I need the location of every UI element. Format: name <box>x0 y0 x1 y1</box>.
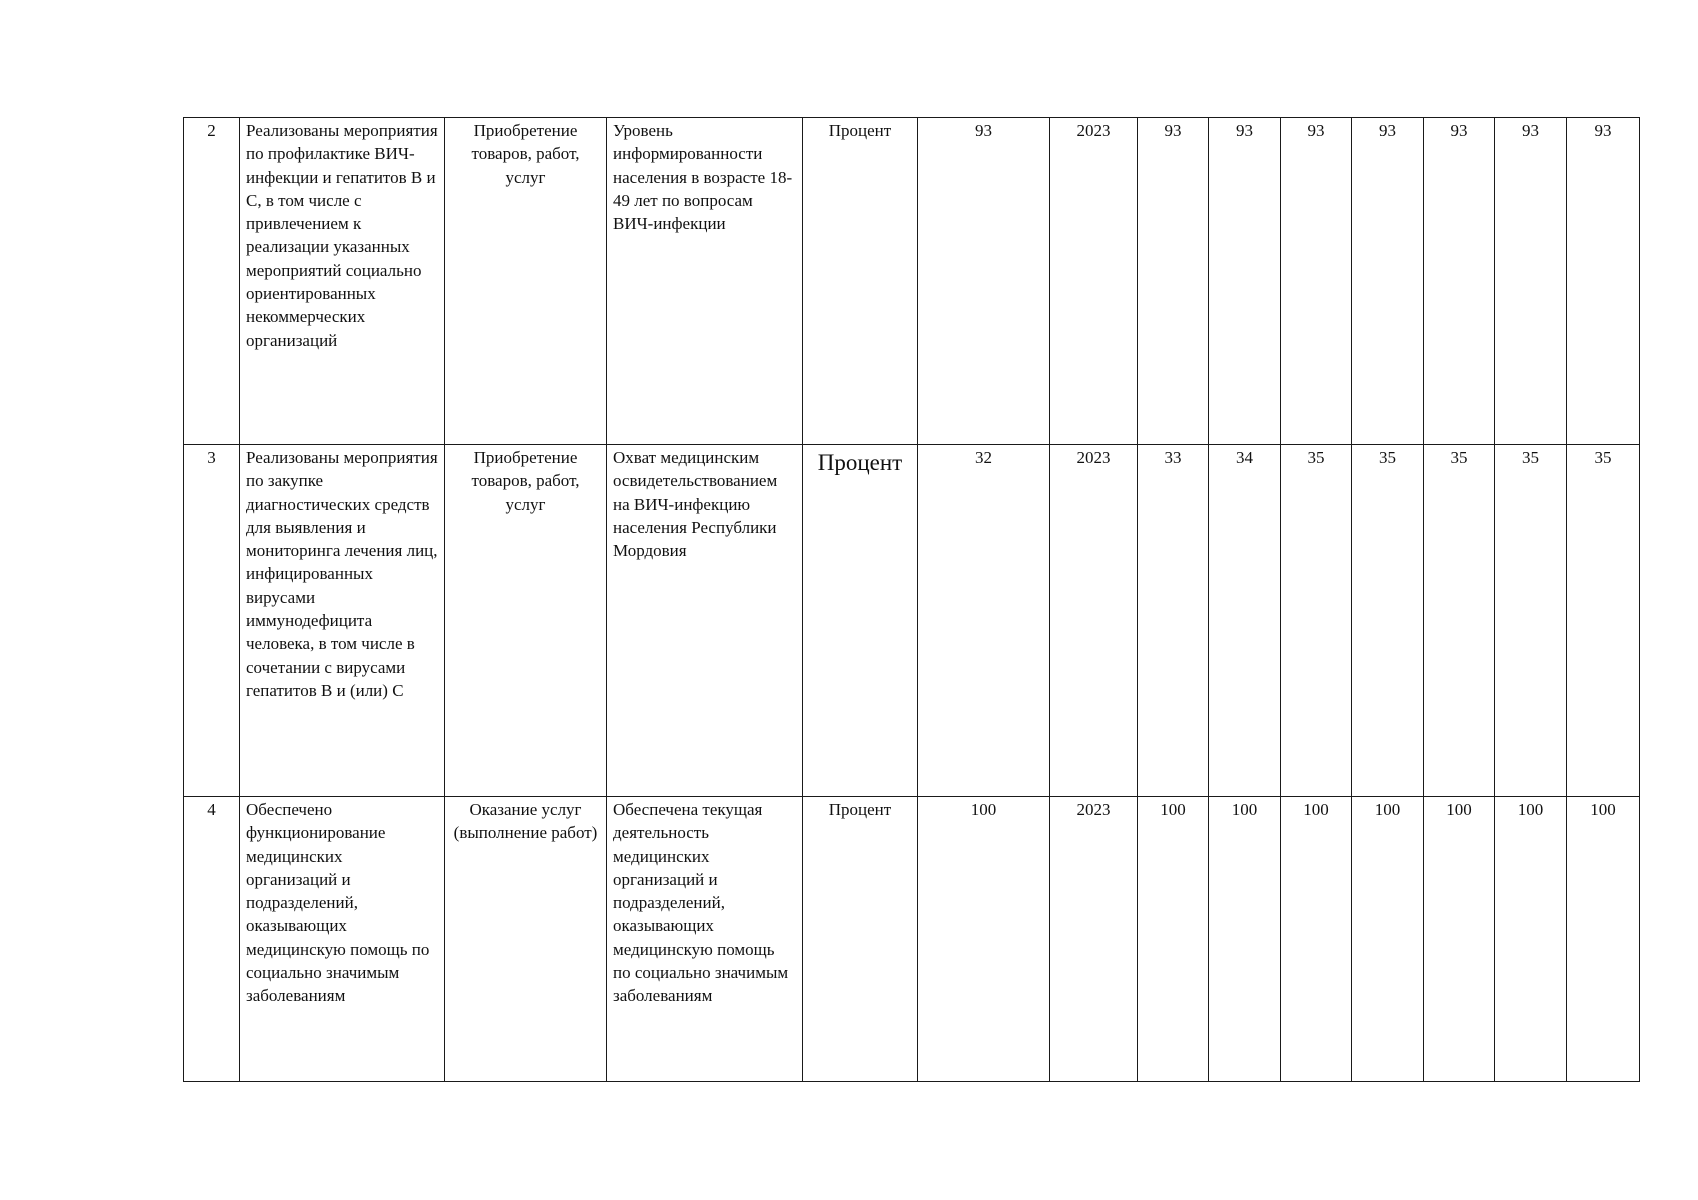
year-value-cell: 93 <box>1352 118 1424 445</box>
year-value-cell: 33 <box>1138 445 1209 797</box>
indicator-cell: Охват медицинским освидетельствованием на ВИЧ-инфекцию населения Республики Мордовия <box>607 445 803 797</box>
year-value-cell: 35 <box>1567 445 1640 797</box>
year-value-cell: 100 <box>1567 797 1640 1082</box>
year-value-cell: 34 <box>1209 445 1281 797</box>
indicator-cell: Уровень информированности населения в возрасте 18-49 лет по вопросам ВИЧ-инфекции <box>607 118 803 445</box>
year-value-cell: 35 <box>1424 445 1495 797</box>
results-table <box>183 117 1640 1082</box>
unit-cell: Процент <box>803 118 918 445</box>
base-value-cell: 100 <box>918 797 1050 1082</box>
year-value-cell: 100 <box>1281 797 1352 1082</box>
year-value-cell: 93 <box>1424 118 1495 445</box>
year-value-cell: 35 <box>1281 445 1352 797</box>
year-value-cell: 93 <box>1567 118 1640 445</box>
base-year-cell: 2023 <box>1050 118 1138 445</box>
task-cell: Реализованы мероприятия по закупке диагностических средств для выявления и мониторинга лечения лиц, инфицированных вирусами иммунодефицита человека, в том числе в сочетании с вирусами гепатитов В и (или) С <box>240 445 445 797</box>
year-value-cell: 100 <box>1138 797 1209 1082</box>
year-value-cell: 100 <box>1495 797 1567 1082</box>
unit-cell: Процент <box>803 797 918 1082</box>
year-value-cell: 93 <box>1209 118 1281 445</box>
type-cell: Оказание услуг (выполнение работ) <box>445 797 607 1082</box>
row-number: 4 <box>184 797 240 1082</box>
type-cell: Приобретение товаров, работ, услуг <box>445 118 607 445</box>
year-value-cell: 93 <box>1495 118 1567 445</box>
type-cell: Приобретение товаров, работ, услуг <box>445 445 607 797</box>
year-value-cell: 93 <box>1138 118 1209 445</box>
indicator-cell: Обеспечена текущая деятельность медицинских организаций и подразделений, оказывающих медицинскую помощь по социально значимым заболеваниям <box>607 797 803 1082</box>
task-cell: Обеспечено функционирование медицинских организаций и подразделений, оказывающих медицинскую помощь по социально значимым заболеваниям <box>240 797 445 1082</box>
base-value-cell: 32 <box>918 445 1050 797</box>
row-number: 3 <box>184 445 240 797</box>
year-value-cell: 100 <box>1352 797 1424 1082</box>
year-value-cell: 93 <box>1281 118 1352 445</box>
base-year-cell: 2023 <box>1050 445 1138 797</box>
year-value-cell: 100 <box>1209 797 1281 1082</box>
unit-cell: Процент <box>803 445 918 797</box>
year-value-cell: 35 <box>1495 445 1567 797</box>
table-row <box>184 118 1640 445</box>
table-row <box>184 445 1640 797</box>
base-year-cell: 2023 <box>1050 797 1138 1082</box>
task-cell: Реализованы мероприятия по профилактике ВИЧ-инфекции и гепатитов В и С, в том числе с привлечением к реализации указанных мероприятий социально ориентированных некоммерческих организаций <box>240 118 445 445</box>
table-row <box>184 797 1640 1082</box>
year-value-cell: 35 <box>1352 445 1424 797</box>
row-number: 2 <box>184 118 240 445</box>
base-value-cell: 93 <box>918 118 1050 445</box>
year-value-cell: 100 <box>1424 797 1495 1082</box>
